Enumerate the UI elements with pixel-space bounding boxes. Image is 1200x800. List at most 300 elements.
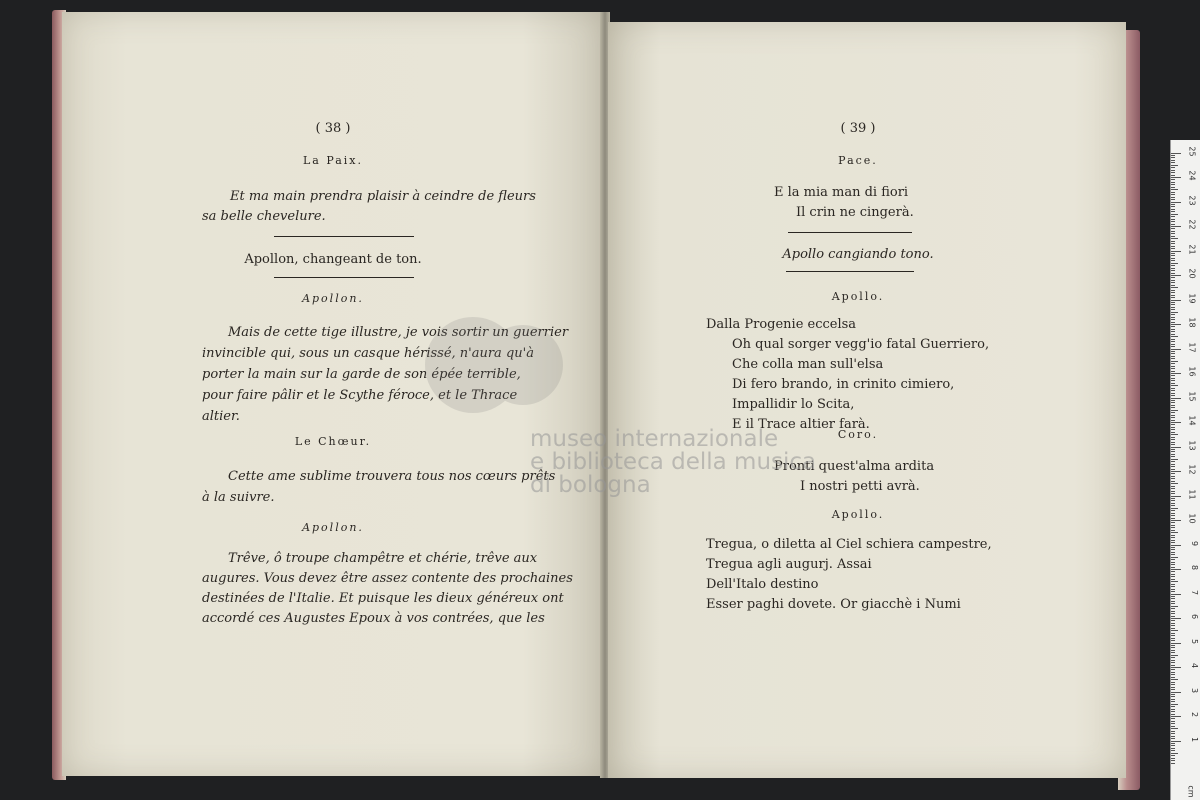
ruler-minor-tick: [1171, 723, 1175, 724]
ruler-tick: [1171, 716, 1181, 717]
ruler-minor-tick: [1171, 189, 1178, 190]
ruler-minor-tick: [1171, 630, 1178, 631]
ruler-tick: [1171, 275, 1181, 276]
pace-line-1: E la mia man di fiori: [774, 185, 909, 200]
heading-apollo-1: Apollo.: [831, 290, 885, 303]
choeur-line-2: à la suivre.: [202, 490, 275, 505]
ruler-minor-tick: [1171, 508, 1178, 509]
ruler-minor-tick: [1171, 584, 1175, 585]
apollon1-line-4: pour faire pâlir et le Scythe féroce, et le Thrace: [202, 388, 518, 403]
ruler-number: 21: [1187, 243, 1197, 255]
ruler-minor-tick: [1171, 459, 1178, 460]
ruler-minor-tick: [1171, 684, 1175, 685]
ruler-number: 23: [1187, 194, 1197, 206]
ruler-minor-tick: [1171, 718, 1175, 719]
heading-pace: Pace.: [838, 154, 878, 167]
apollon1-line-2: invincible qui, sous un casque hérissé, n'aura qu'à: [202, 346, 534, 361]
ruler-minor-tick: [1171, 442, 1175, 443]
ruler-minor-tick: [1171, 322, 1175, 323]
ruler-minor-tick: [1171, 513, 1175, 514]
ruler-minor-tick: [1171, 535, 1175, 536]
ruler-minor-tick: [1171, 358, 1175, 359]
ruler-minor-tick: [1171, 437, 1175, 438]
ruler-minor-tick: [1171, 562, 1175, 563]
ruler-minor-tick: [1171, 476, 1175, 477]
ruler-minor-tick: [1171, 439, 1175, 440]
ruler-minor-tick: [1171, 366, 1175, 367]
ruler-unit-label: cm: [1186, 785, 1196, 798]
ruler-minor-tick: [1171, 231, 1175, 232]
ruler-minor-tick: [1171, 451, 1175, 452]
ruler-minor-tick: [1171, 199, 1175, 200]
ruler-minor-tick: [1171, 503, 1175, 504]
ruler-number: 19: [1187, 292, 1197, 304]
ruler-minor-tick: [1171, 638, 1175, 639]
ruler-minor-tick: [1171, 598, 1175, 599]
ruler-minor-tick: [1171, 434, 1178, 435]
ruler-minor-tick: [1171, 371, 1175, 372]
ruler-minor-tick: [1171, 728, 1178, 729]
ruler-tick: [1171, 324, 1181, 325]
ruler-minor-tick: [1171, 635, 1175, 636]
apollon1-line-3: porter la main sur la garde de son épée terrible,: [202, 367, 521, 382]
ruler-number: 14: [1187, 415, 1197, 426]
ruler-minor-tick: [1171, 268, 1175, 269]
ruler-minor-tick: [1171, 224, 1175, 225]
ruler-minor-tick: [1171, 694, 1175, 695]
ruler-number: 7: [1189, 589, 1199, 595]
apollon2-line-2: augures. Vous devez être assez contente des prochaines: [202, 571, 573, 586]
ruler-tick: [1171, 349, 1181, 350]
ruler-minor-tick: [1171, 326, 1175, 327]
ruler-minor-tick: [1171, 743, 1175, 744]
ruler-minor-tick: [1171, 410, 1178, 411]
ruler-tick: [1171, 741, 1181, 742]
ruler-minor-tick: [1171, 760, 1175, 761]
ruler-minor-tick: [1171, 429, 1175, 430]
apollo2-line-2: Tregua agli augurj. Assai: [706, 557, 872, 572]
page-number-right: ( 39 ): [840, 121, 876, 136]
ruler-minor-tick: [1171, 184, 1175, 185]
ruler-minor-tick: [1171, 253, 1175, 254]
ruler-minor-tick: [1171, 564, 1175, 565]
ruler-minor-tick: [1171, 611, 1175, 612]
ruler-minor-tick: [1171, 378, 1175, 379]
ruler-minor-tick: [1171, 537, 1175, 538]
ruler-minor-tick: [1171, 194, 1175, 195]
apollon1-line-5: altier.: [202, 409, 240, 424]
ruler-tick: [1171, 373, 1181, 374]
ruler-minor-tick: [1171, 209, 1175, 210]
ruler-minor-tick: [1171, 567, 1175, 568]
ruler-minor-tick: [1171, 273, 1175, 274]
ruler-minor-tick: [1171, 699, 1175, 700]
ruler-minor-tick: [1171, 302, 1175, 303]
ruler-minor-tick: [1171, 454, 1175, 455]
ruler-minor-tick: [1171, 709, 1175, 710]
ruler-minor-tick: [1171, 682, 1175, 683]
watermark-line-1: museo internazionale: [530, 426, 779, 452]
ruler-minor-tick: [1171, 285, 1175, 286]
ruler-minor-tick: [1171, 265, 1175, 266]
divider-rule: [786, 271, 914, 272]
ruler-minor-tick: [1171, 469, 1175, 470]
page-number-left: ( 38 ): [315, 121, 351, 136]
ruler-minor-tick: [1171, 243, 1175, 244]
apollon2-line-1: Trêve, ô troupe champêtre et chérie, trêve aux: [228, 551, 538, 566]
pace-line-2: Il crin ne cingerà.: [796, 205, 914, 220]
ruler-minor-tick: [1171, 687, 1175, 688]
ruler-minor-tick: [1171, 361, 1178, 362]
ruler-minor-tick: [1171, 204, 1175, 205]
ruler-minor-tick: [1171, 363, 1175, 364]
ruler-minor-tick: [1171, 395, 1175, 396]
apollo2-line-1: Tregua, o diletta al Ciel schiera campestre,: [706, 537, 992, 552]
ruler-tick: [1171, 618, 1181, 619]
ruler-minor-tick: [1171, 532, 1178, 533]
ruler-minor-tick: [1171, 295, 1175, 296]
ruler-minor-tick: [1171, 331, 1175, 332]
ruler-minor-tick: [1171, 591, 1175, 592]
heading-le-choeur: Le Chœur.: [294, 435, 372, 448]
ruler-minor-tick: [1171, 657, 1175, 658]
ruler-minor-tick: [1171, 287, 1178, 288]
paix-line-1: Et ma main prendra plaisir à ceindre de fleurs: [230, 189, 536, 204]
ruler-minor-tick: [1171, 608, 1175, 609]
ruler-minor-tick: [1171, 219, 1175, 220]
ruler-minor-tick: [1171, 753, 1178, 754]
ruler-minor-tick: [1171, 478, 1175, 479]
ruler-minor-tick: [1171, 522, 1175, 523]
ruler-minor-tick: [1171, 505, 1175, 506]
ruler-minor-tick: [1171, 464, 1175, 465]
ruler-minor-tick: [1171, 214, 1178, 215]
ruler-number: 25: [1187, 145, 1197, 157]
heading-coro: Coro.: [837, 428, 879, 441]
ruler-minor-tick: [1171, 650, 1175, 651]
ruler-minor-tick: [1171, 540, 1175, 541]
ruler-minor-tick: [1171, 280, 1175, 281]
ruler-minor-tick: [1171, 449, 1175, 450]
ruler-number: 22: [1187, 219, 1197, 230]
ruler-minor-tick: [1171, 346, 1175, 347]
ruler-minor-tick: [1171, 486, 1175, 487]
ruler-minor-tick: [1171, 542, 1175, 543]
ruler-minor-tick: [1171, 733, 1175, 734]
ruler-minor-tick: [1171, 165, 1178, 166]
watermark-logo-icon: [418, 290, 568, 430]
heading-apollo-2: Apollo.: [831, 508, 885, 521]
ruler-number: 5: [1189, 638, 1199, 644]
ruler-minor-tick: [1171, 500, 1175, 501]
ruler-minor-tick: [1171, 263, 1178, 264]
ruler-tick: [1171, 226, 1181, 227]
ruler-minor-tick: [1171, 647, 1175, 648]
ruler-minor-tick: [1171, 736, 1175, 737]
ruler-minor-tick: [1171, 606, 1178, 607]
ruler-minor-tick: [1171, 351, 1175, 352]
ruler-tick: [1171, 520, 1181, 521]
coro-line-1: Pronti quest'alma ardita: [774, 459, 935, 474]
ruler-minor-tick: [1171, 745, 1175, 746]
ruler-minor-tick: [1171, 292, 1175, 293]
ruler-minor-tick: [1171, 339, 1175, 340]
ruler-minor-tick: [1171, 312, 1178, 313]
ruler-minor-tick: [1171, 714, 1175, 715]
ruler-minor-tick: [1171, 628, 1175, 629]
ruler-number: 4: [1189, 662, 1199, 669]
divider-rule: [274, 277, 414, 278]
ruler-number: 13: [1187, 439, 1197, 451]
ruler-minor-tick: [1171, 236, 1175, 237]
ruler-minor-tick: [1171, 579, 1175, 580]
ruler-minor-tick: [1171, 241, 1175, 242]
ruler-minor-tick: [1171, 557, 1178, 558]
stage-direction-left: Apollon, changeant de ton.: [244, 252, 422, 267]
ruler-minor-tick: [1171, 179, 1175, 180]
apollo1-line-4: Di fero brando, in crinito cimiero,: [732, 377, 955, 392]
apollon2-line-3: destinées de l'Italie. Et puisque les dieux généreux ont: [202, 591, 564, 606]
ruler-minor-tick: [1171, 319, 1175, 320]
ruler-minor-tick: [1171, 192, 1175, 193]
ruler-minor-tick: [1171, 586, 1175, 587]
measuring-ruler: [1170, 140, 1200, 800]
ruler-minor-tick: [1171, 405, 1175, 406]
stage-direction-right: Apollo cangiando tono.: [782, 247, 934, 262]
ruler-minor-tick: [1171, 660, 1175, 661]
ruler-minor-tick: [1171, 155, 1175, 156]
ruler-minor-tick: [1171, 620, 1175, 621]
ruler-minor-tick: [1171, 400, 1175, 401]
ruler-tick: [1171, 569, 1181, 570]
ruler-minor-tick: [1171, 483, 1178, 484]
ruler-minor-tick: [1171, 336, 1178, 337]
ruler-minor-tick: [1171, 393, 1175, 394]
choeur-line-1: Cette ame sublime trouvera tous nos cœurs prêts: [228, 469, 556, 484]
ruler-minor-tick: [1171, 510, 1175, 511]
ruler-minor-tick: [1171, 493, 1175, 494]
ruler-minor-tick: [1171, 645, 1175, 646]
ruler-minor-tick: [1171, 601, 1175, 602]
apollon2-line-4: accordé ces Augustes Epoux à vos contrées, que les: [202, 611, 545, 626]
apollo2-line-3: Dell'Italo destino: [706, 577, 819, 592]
apollo1-line-3: Che colla man sull'elsa: [732, 357, 884, 372]
ruler-number: 8: [1189, 564, 1199, 571]
ruler-number: 9: [1189, 540, 1199, 546]
ruler-tick: [1171, 496, 1181, 497]
ruler-minor-tick: [1171, 233, 1175, 234]
heading-la-paix: La Paix.: [302, 154, 364, 167]
ruler-minor-tick: [1171, 527, 1175, 528]
ruler-minor-tick: [1171, 290, 1175, 291]
ruler-minor-tick: [1171, 603, 1175, 604]
ruler-tick: [1171, 471, 1181, 472]
ruler-minor-tick: [1171, 552, 1175, 553]
ruler-tick: [1171, 667, 1181, 668]
ruler-minor-tick: [1171, 726, 1175, 727]
ruler-minor-tick: [1171, 530, 1175, 531]
divider-rule: [788, 232, 912, 233]
ruler-minor-tick: [1171, 282, 1175, 283]
heading-apollon-2: Apollon.: [302, 521, 364, 534]
ruler-minor-tick: [1171, 738, 1175, 739]
ruler-minor-tick: [1171, 353, 1175, 354]
ruler-minor-tick: [1171, 554, 1175, 555]
ruler-minor-tick: [1171, 662, 1175, 663]
ruler-minor-tick: [1171, 238, 1178, 239]
ruler-minor-tick: [1171, 334, 1175, 335]
ruler-minor-tick: [1171, 731, 1175, 732]
ruler-minor-tick: [1171, 375, 1175, 376]
ruler-minor-tick: [1171, 677, 1175, 678]
ruler-minor-tick: [1171, 466, 1175, 467]
ruler-minor-tick: [1171, 488, 1175, 489]
ruler-minor-tick: [1171, 679, 1178, 680]
ruler-number: 18: [1187, 317, 1197, 328]
ruler-minor-tick: [1171, 755, 1175, 756]
ruler-minor-tick: [1171, 625, 1175, 626]
ruler-minor-tick: [1171, 491, 1175, 492]
ruler-minor-tick: [1171, 704, 1178, 705]
ruler-minor-tick: [1171, 696, 1175, 697]
ruler-minor-tick: [1171, 380, 1175, 381]
ruler-tick: [1171, 594, 1181, 595]
ruler-minor-tick: [1171, 390, 1175, 391]
ruler-minor-tick: [1171, 701, 1175, 702]
apollo1-line-2: Oh qual sorger vegg'io fatal Guerriero,: [732, 337, 990, 352]
paix-line-2: sa belle chevelure.: [202, 209, 326, 224]
ruler-minor-tick: [1171, 329, 1175, 330]
ruler-minor-tick: [1171, 412, 1175, 413]
watermark-line-3: di bologna: [530, 472, 651, 498]
ruler-minor-tick: [1171, 402, 1175, 403]
apollo1-line-6: E il Trace altier farà.: [732, 417, 870, 432]
ruler-tick: [1171, 177, 1181, 178]
apollo2-line-4: Esser paghi dovete. Or giacchè i Numi: [706, 597, 961, 612]
ruler-minor-tick: [1171, 427, 1175, 428]
ruler-minor-tick: [1171, 706, 1175, 707]
ruler-minor-tick: [1171, 750, 1175, 751]
ruler-minor-tick: [1171, 277, 1175, 278]
ruler-minor-tick: [1171, 574, 1175, 575]
apollon1-line-1: Mais de cette tige illustre, je vois sortir un guerrier: [228, 325, 569, 340]
ruler-minor-tick: [1171, 758, 1175, 759]
ruler-minor-tick: [1171, 763, 1175, 764]
apollo1-line-1: Dalla Progenie eccelsa: [706, 317, 857, 332]
ruler-minor-tick: [1171, 518, 1175, 519]
ruler-minor-tick: [1171, 417, 1175, 418]
ruler-tick: [1171, 422, 1181, 423]
ruler-tick: [1171, 643, 1181, 644]
ruler-minor-tick: [1171, 623, 1175, 624]
ruler-minor-tick: [1171, 255, 1175, 256]
ruler-minor-tick: [1171, 559, 1175, 560]
ruler-minor-tick: [1171, 388, 1175, 389]
ruler-number: 16: [1187, 366, 1197, 377]
ruler-minor-tick: [1171, 640, 1175, 641]
ruler-minor-tick: [1171, 424, 1175, 425]
ruler-number: 15: [1187, 390, 1197, 402]
ruler-number: 11: [1187, 488, 1197, 500]
ruler-minor-tick: [1171, 175, 1175, 176]
ruler-minor-tick: [1171, 206, 1175, 207]
ruler-minor-tick: [1171, 258, 1175, 259]
ruler-minor-tick: [1171, 581, 1178, 582]
ruler-tick: [1171, 153, 1181, 154]
ruler-minor-tick: [1171, 616, 1175, 617]
ruler-minor-tick: [1171, 216, 1175, 217]
ruler-minor-tick: [1171, 689, 1175, 690]
ruler-minor-tick: [1171, 498, 1175, 499]
divider-rule: [274, 236, 414, 237]
ruler-tick: [1171, 202, 1181, 203]
ruler-minor-tick: [1171, 297, 1175, 298]
ruler-minor-tick: [1171, 221, 1175, 222]
ruler-minor-tick: [1171, 197, 1175, 198]
ruler-minor-tick: [1171, 589, 1175, 590]
ruler-minor-tick: [1171, 596, 1175, 597]
ruler-minor-tick: [1171, 211, 1175, 212]
ruler-minor-tick: [1171, 167, 1175, 168]
ruler-minor-tick: [1171, 344, 1175, 345]
heading-apollon-1: Apollon.: [302, 292, 364, 305]
ruler-minor-tick: [1171, 187, 1175, 188]
ruler-minor-tick: [1171, 314, 1175, 315]
ruler-number: 10: [1187, 513, 1197, 524]
ruler-minor-tick: [1171, 674, 1175, 675]
ruler-minor-tick: [1171, 652, 1175, 653]
ruler-minor-tick: [1171, 748, 1175, 749]
ruler-number: 6: [1189, 613, 1199, 620]
ruler-minor-tick: [1171, 228, 1175, 229]
ruler-number: 24: [1187, 170, 1197, 181]
ruler-minor-tick: [1171, 655, 1178, 656]
ruler-minor-tick: [1171, 368, 1175, 369]
ruler-tick: [1171, 300, 1181, 301]
ruler-number: 20: [1187, 268, 1197, 279]
ruler-minor-tick: [1171, 473, 1175, 474]
ruler-number: 1: [1189, 736, 1199, 742]
ruler-number: 2: [1189, 711, 1199, 718]
ruler-tick: [1171, 447, 1181, 448]
ruler-minor-tick: [1171, 420, 1175, 421]
ruler-minor-tick: [1171, 456, 1175, 457]
ruler-minor-tick: [1171, 248, 1175, 249]
watermark: [530, 428, 816, 497]
ruler-minor-tick: [1171, 444, 1175, 445]
ruler-minor-tick: [1171, 525, 1175, 526]
ruler-minor-tick: [1171, 341, 1175, 342]
ruler-minor-tick: [1171, 246, 1175, 247]
ruler-minor-tick: [1171, 407, 1175, 408]
ruler-minor-tick: [1171, 385, 1178, 386]
ruler-minor-tick: [1171, 170, 1175, 171]
ruler-minor-tick: [1171, 415, 1175, 416]
ruler-minor-tick: [1171, 317, 1175, 318]
ruler-minor-tick: [1171, 307, 1175, 308]
ruler-minor-tick: [1171, 304, 1175, 305]
ruler-minor-tick: [1171, 547, 1175, 548]
ruler-minor-tick: [1171, 721, 1175, 722]
coro-line-2: I nostri petti avrà.: [800, 479, 920, 494]
ruler-number: 12: [1187, 464, 1197, 475]
ruler-minor-tick: [1171, 613, 1175, 614]
ruler-tick: [1171, 692, 1181, 693]
ruler-minor-tick: [1171, 309, 1175, 310]
ruler-minor-tick: [1171, 481, 1175, 482]
ruler-minor-tick: [1171, 356, 1175, 357]
ruler-minor-tick: [1171, 571, 1175, 572]
